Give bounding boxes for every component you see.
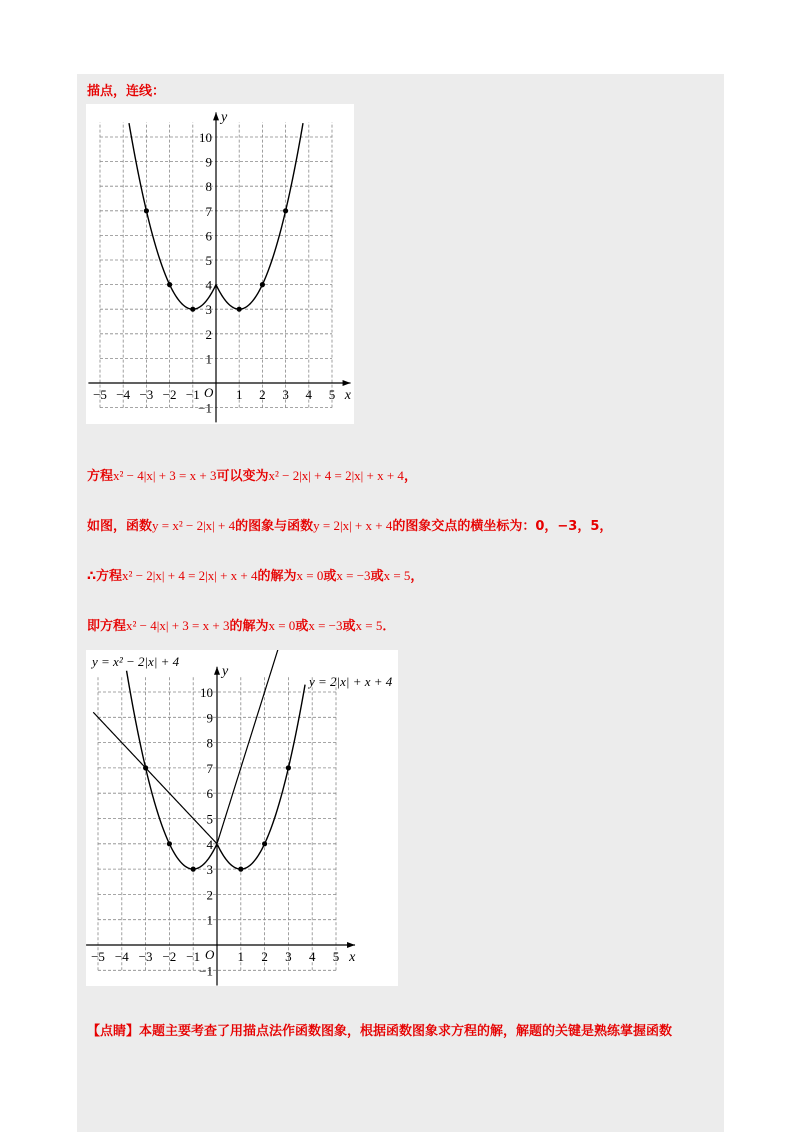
y-axis-arrow: [213, 112, 219, 120]
y-tick-label: 4: [206, 836, 213, 852]
data-point: [237, 307, 242, 312]
data-point: [191, 867, 196, 872]
y-tick-label: 8: [206, 735, 213, 751]
y-tick-label: 3: [206, 862, 213, 878]
data-point: [167, 282, 172, 287]
parabola-curve: [127, 671, 306, 869]
y-tick-label: 2: [205, 326, 212, 342]
x-tick-label: −3: [139, 387, 154, 402]
x-tick-label: 1: [237, 949, 245, 964]
y-tick-label: 10: [199, 130, 212, 145]
x-tick-label: 4: [308, 949, 316, 964]
y-axis-label: y: [221, 109, 228, 125]
equation-line-4: 即方程x² − 4|x| + 3 = x + 3的解为x = 0或x = −3或x = 5．: [87, 618, 396, 634]
y-tick-label: 2: [206, 887, 213, 903]
x-tick-label: −5: [91, 949, 105, 964]
x-tick-label: 5: [332, 949, 340, 964]
y-tick-label: 6: [205, 228, 212, 244]
y-axis-arrow: [214, 667, 220, 675]
expr: x² − 2|x| + 4 = 2|x| + x + 4: [268, 468, 404, 483]
y-tick-label: 3: [205, 302, 212, 318]
origin-label: O: [205, 947, 215, 962]
x-tick-label: 3: [282, 387, 289, 402]
y-axis-label: y: [222, 664, 229, 680]
graph-2: [86, 650, 398, 986]
y-tick-label: 4: [205, 277, 212, 293]
y-tick-label: 1: [206, 912, 213, 928]
x-tick-label: −4: [114, 949, 129, 964]
y-tick-label: 1: [205, 351, 212, 367]
expr: x² − 4|x| + 3 = x + 3: [113, 468, 217, 483]
equation-line-2: 如图，函数y = x² − 2|x| + 4的图象与函数y = 2|x| + x + 4的图象交点的横坐标为：0，−3，5，: [87, 518, 613, 534]
data-point: [144, 208, 149, 213]
data-point: [167, 841, 172, 846]
y-tick-label: 7: [205, 203, 212, 219]
x-axis-label: x: [349, 950, 356, 965]
y-tick-label: 7: [206, 760, 213, 776]
x-tick-label: −5: [93, 387, 107, 402]
y-tick-label: 10: [200, 685, 213, 700]
data-point: [260, 282, 265, 287]
graph-1-svg: [86, 104, 354, 424]
x-tick-label: 5: [328, 387, 336, 402]
x-tick-label: −1: [186, 949, 201, 964]
y-tick-label: −1: [199, 963, 213, 979]
data-point: [190, 307, 195, 312]
y-tick-label: 6: [206, 786, 213, 802]
x-tick-label: 2: [259, 387, 266, 402]
y-tick-label: −1: [198, 400, 212, 416]
x-axis-arrow: [343, 380, 351, 386]
graph-2-svg: [86, 650, 398, 986]
data-point: [262, 841, 267, 846]
x-tick-label: −2: [162, 949, 177, 964]
parabola-label: y = x² − 2|x| + 4: [92, 654, 180, 669]
x-tick-label: 1: [235, 387, 243, 402]
origin-label: O: [204, 385, 214, 400]
x-tick-label: −1: [185, 387, 200, 402]
equation-line-3: ∴方程x² − 2|x| + 4 = 2|x| + x + 4的解为x = 0或x = −3或x = 5，: [87, 568, 424, 584]
x-tick-label: 3: [285, 949, 292, 964]
expr: y = x² − 2|x| + 4: [152, 518, 236, 533]
equation-line-1: 方程x² − 4|x| + 3 = x + 3可以变为x² − 2|x| + 4 = 2|x| + x + 4，: [87, 468, 417, 484]
v-shaped-line: [93, 650, 343, 844]
data-point: [238, 867, 243, 872]
key-point-note: 【点睛】本题主要考查了用描点法作函数图象，根据函数图象求方程的解，解题的关键是熟练掌握函数: [87, 1024, 673, 1039]
line-label: y = 2|x| + x + 4: [309, 674, 393, 689]
y-tick-label: 9: [206, 710, 213, 726]
data-point: [286, 765, 291, 770]
y-tick-label: 5: [205, 253, 212, 268]
data-point: [283, 208, 288, 213]
data-point: [143, 765, 148, 770]
y-tick-label: 8: [205, 179, 212, 195]
x-tick-label: 4: [305, 387, 313, 402]
expr: y = 2|x| + x + 4: [313, 518, 393, 533]
heading: 描点，连线：: [87, 84, 166, 99]
x-axis-arrow: [347, 942, 355, 948]
y-tick-label: 5: [206, 811, 213, 827]
y-tick-label: 9: [205, 154, 212, 170]
x-tick-label: −2: [162, 387, 177, 402]
x-axis-label: x: [344, 388, 351, 403]
x-tick-label: −3: [138, 949, 153, 964]
x-tick-label: 2: [261, 949, 268, 964]
x-tick-label: −4: [116, 387, 131, 402]
graph-1: [86, 104, 354, 424]
